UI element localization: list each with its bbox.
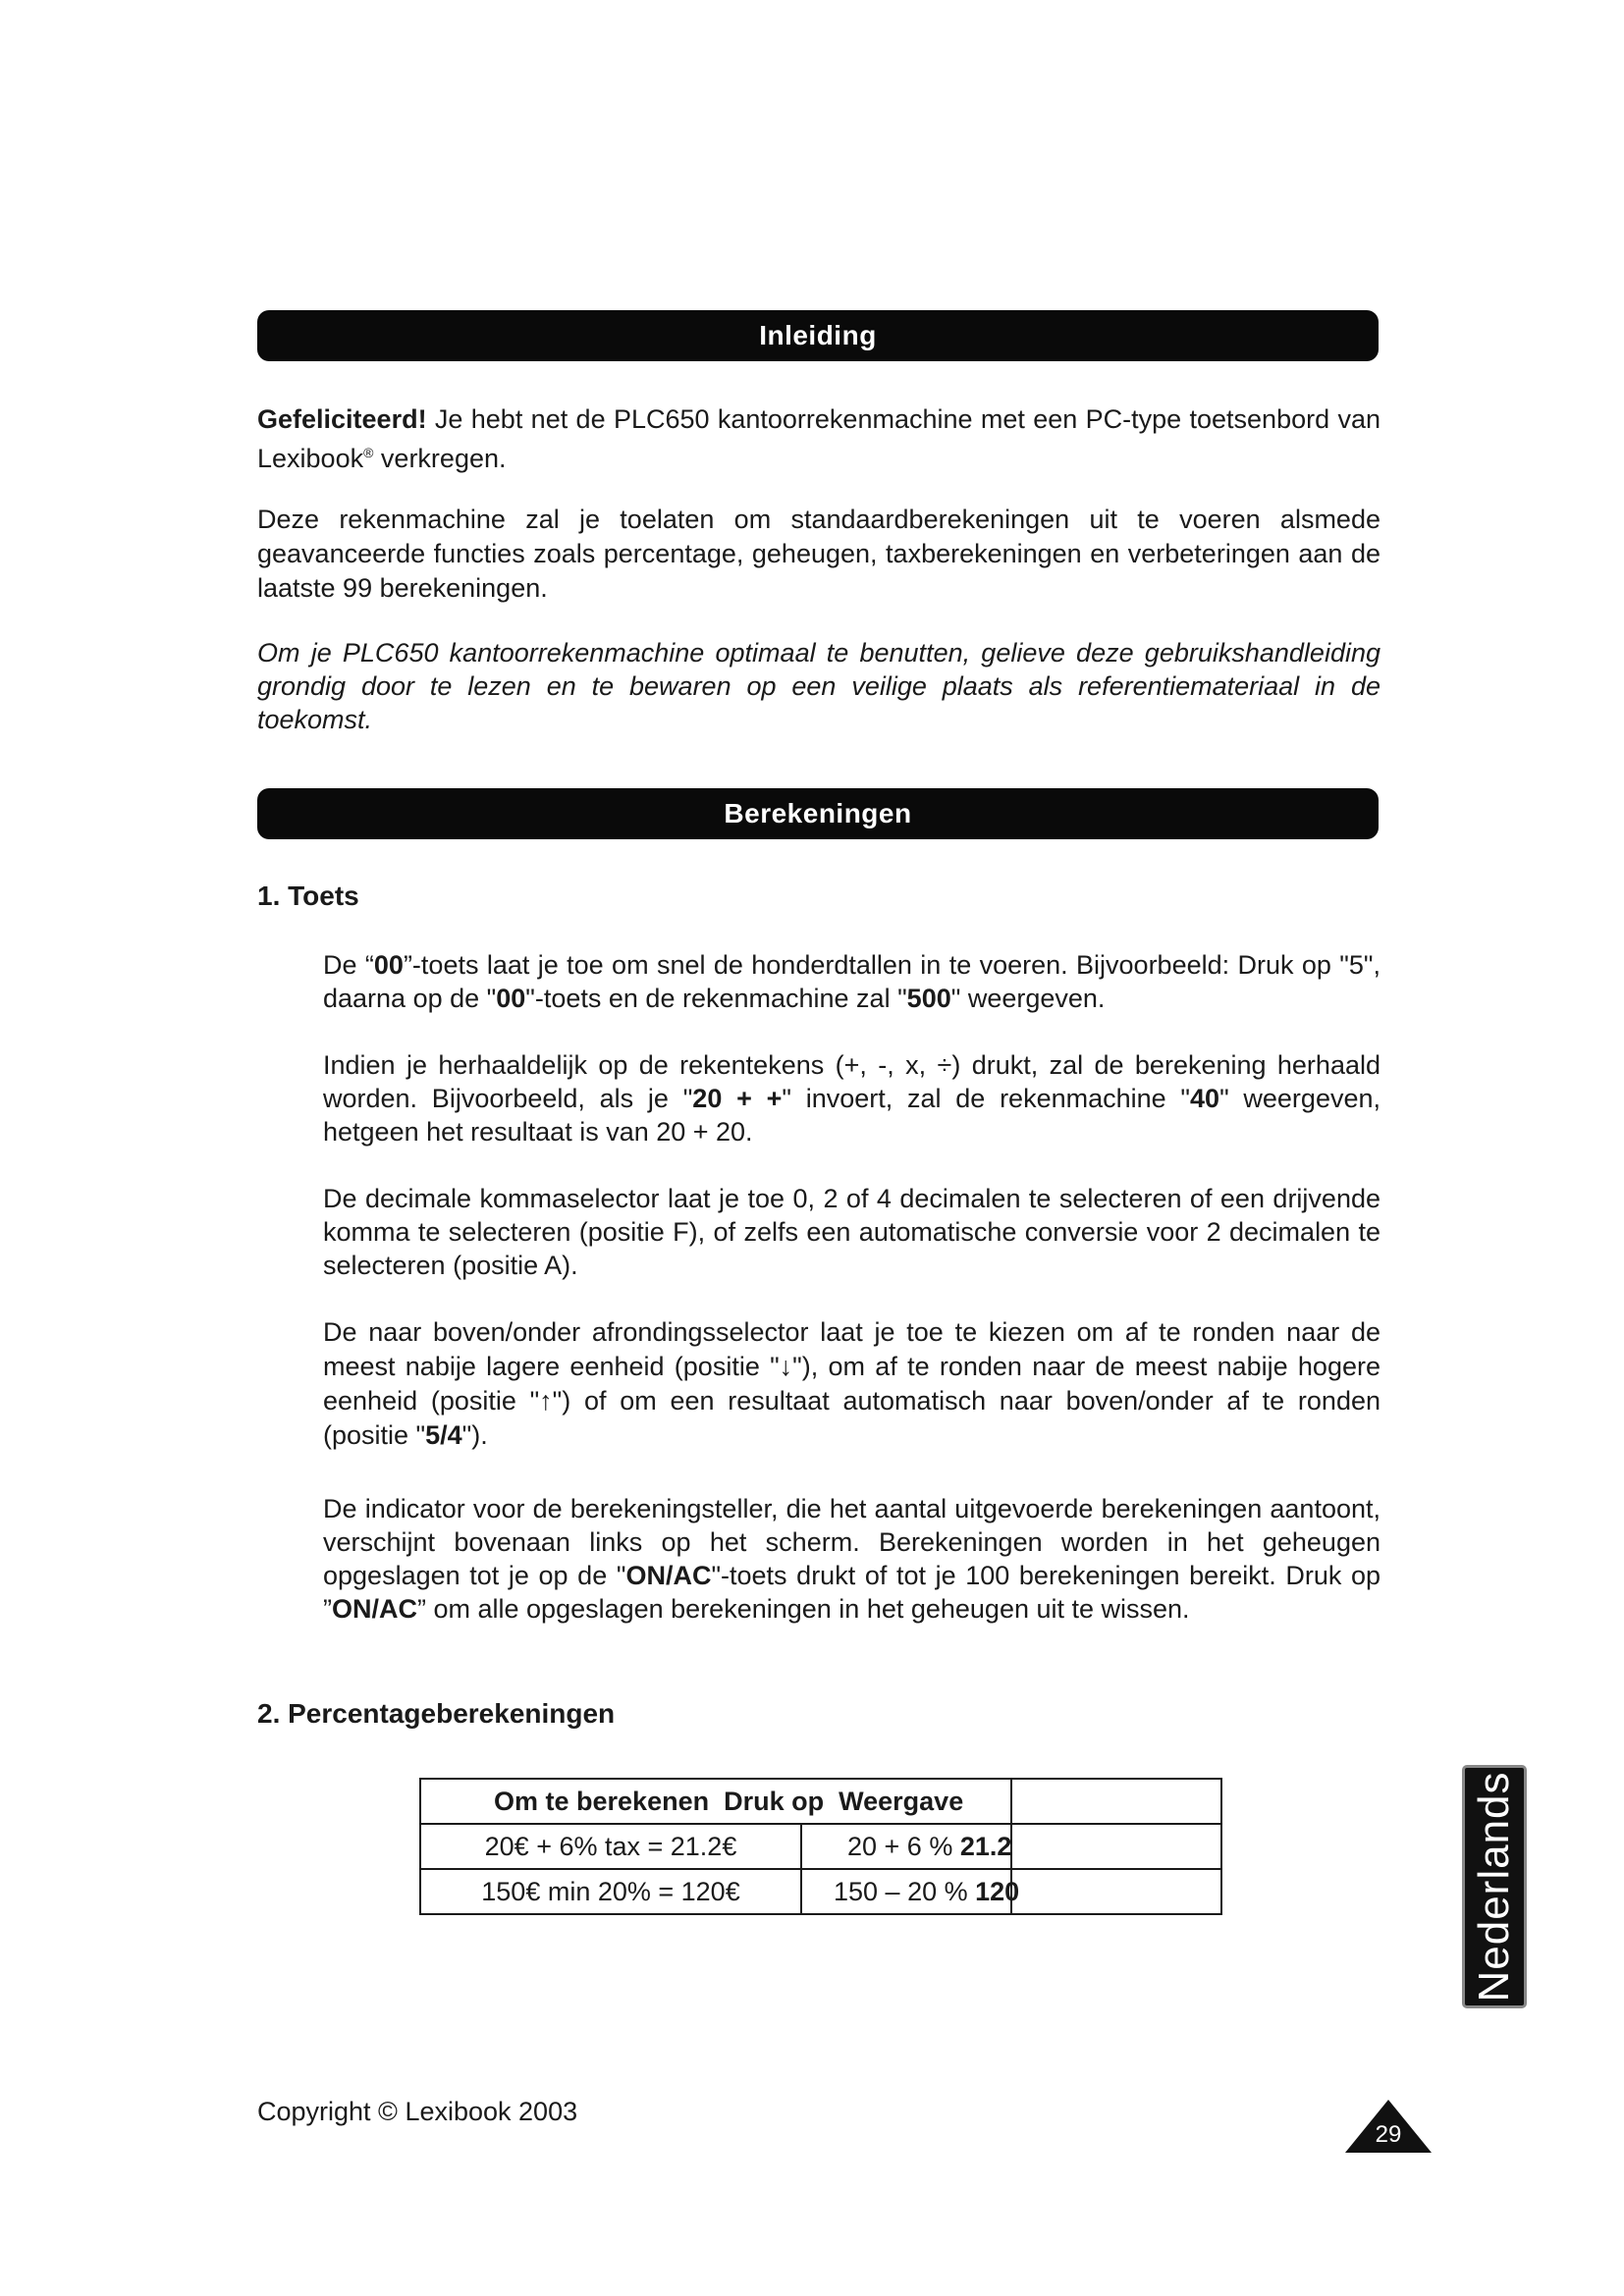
text: " weergeven. xyxy=(950,984,1106,1013)
text: De indicator voor de berekeningsteller, die het aantal uitgevoerde berekeningen aantoont, verschijnt bovenaan links op het scherm. Berekeningen worden in het geheugen opgeslagen tot je op de " xyxy=(323,1494,1380,1590)
key-label: 20 + + xyxy=(692,1084,783,1113)
key-label: 00 xyxy=(496,984,526,1013)
text: De “ xyxy=(323,950,374,980)
percentage-table xyxy=(419,1778,1222,1915)
cell-empty xyxy=(1011,1824,1221,1869)
text: " weergeven, hetgeen het resultaat is van 20 + 20. xyxy=(323,1084,1380,1147)
congrats-bold: Gefeliciteerd! xyxy=(257,404,427,434)
text: Indien je herhaaldelijk op de rekentekens (+, -, x, ÷) drukt, zal de berekening herhaald worden. Bijvoorbeeld, als je " xyxy=(323,1050,1380,1113)
section-banner-berekeningen xyxy=(257,788,1379,839)
section-title: Inleiding xyxy=(759,320,877,350)
cell-keys-result xyxy=(801,1869,1020,1914)
page-number: 29 xyxy=(1375,2121,1402,2148)
keys-text: 20 + 6 % xyxy=(847,1831,953,1861)
toets-paragraph-4 xyxy=(323,1315,1380,1453)
header-calc: Om te berekenen xyxy=(494,1786,710,1816)
text: ”-toets laat je toe om snel de honderdtallen in te voeren. Bijvoorbeeld: Druk op "5", daarna op de " xyxy=(323,950,1380,1013)
language-label: Nederlands xyxy=(1470,1771,1518,2002)
cell-empty xyxy=(1011,1869,1221,1914)
toets-paragraph-1 xyxy=(323,948,1380,1015)
text: "). xyxy=(461,1420,488,1450)
result-label: 40 xyxy=(1190,1084,1220,1113)
intro-paragraph-1 xyxy=(257,402,1380,475)
key-label: ON/AC xyxy=(332,1594,417,1624)
table-header-row xyxy=(420,1779,1221,1824)
keys-text: 150 – 20 % xyxy=(834,1876,968,1906)
text: " invoert, zal de rekenmachine " xyxy=(782,1084,1191,1113)
key-label: 00 xyxy=(373,950,404,980)
intro-paragraph-2: Deze rekenmachine zal je toelaten om standaardberekeningen uit te voeren alsmede geavanceerde functies zoals percentage, geheugen, taxberekeningen en verbeteringen aan de laatste 99 berekeningen. xyxy=(257,505,1380,603)
result-text: 21.2 xyxy=(959,1831,1012,1861)
table-header-empty xyxy=(1011,1779,1221,1824)
heading-percentage: 2. Percentageberekeningen xyxy=(257,1698,616,1729)
table-header xyxy=(420,1779,1011,1824)
section-title: Berekeningen xyxy=(724,798,912,828)
copyright: Copyright © Lexibook 2003 xyxy=(257,2097,578,2126)
text: De naar boven/onder afrondingsselector laat je toe te kiezen om af te ronden naar de meest nabije lagere eenheid (positie "↓"), om af te ronden naar de meest nabije hogere eenheid (positie "↑") of om een resultaat automatisch naar boven/onder af te ronden (positie " xyxy=(323,1317,1380,1450)
key-label: ON/AC xyxy=(625,1561,712,1590)
table-row xyxy=(420,1869,1221,1914)
language-tab xyxy=(1462,1765,1527,2008)
result-text: 120 xyxy=(975,1876,1020,1906)
key-label: 5/4 xyxy=(425,1420,462,1450)
toets-paragraph-2 xyxy=(323,1048,1380,1148)
toets-paragraph-3: De decimale kommaselector laat je toe 0, 2 of 4 decimalen te selecteren of een drijvende komma te selecteren (positie F), of zelfs een automatische conversie voor 2 decimalen te selecteren (positie A). xyxy=(323,1184,1380,1280)
cell-calc: 20€ + 6% tax = 21.2€ xyxy=(420,1824,801,1869)
result-label: 500 xyxy=(906,984,951,1013)
intro-text: Je hebt net de PLC650 kantoorrekenmachine met een PC-type toetsenbord van Lexibook xyxy=(257,404,1380,473)
text: "-toets drukt of tot je 100 berekeningen bereikt. Druk op ” xyxy=(323,1561,1380,1624)
table-row xyxy=(420,1824,1221,1869)
text: "-toets en de rekenmachine zal " xyxy=(525,984,907,1013)
registered-mark: ® xyxy=(363,445,374,460)
cell-calc: 150€ min 20% = 120€ xyxy=(420,1869,801,1914)
cell-keys-result xyxy=(801,1824,1011,1869)
toets-paragraph-5 xyxy=(323,1492,1380,1626)
intro-paragraph-3: Om je PLC650 kantoorrekenmachine optimaal te benutten, gelieve deze gebruikshandleiding grondig door te lezen en te bewaren op een veilige plaats als referentiemateriaal in de toekomst. xyxy=(257,638,1380,734)
heading-toets: 1. Toets xyxy=(257,881,359,911)
page-number-badge xyxy=(1343,2098,1434,2155)
header-keys: Druk op xyxy=(724,1786,825,1816)
section-banner-inleiding xyxy=(257,310,1379,361)
text: ” om alle opgeslagen berekeningen in het geheugen uit te wissen. xyxy=(417,1594,1190,1624)
intro-text-end: verkregen. xyxy=(373,444,507,473)
header-result: Weergave xyxy=(839,1786,964,1816)
